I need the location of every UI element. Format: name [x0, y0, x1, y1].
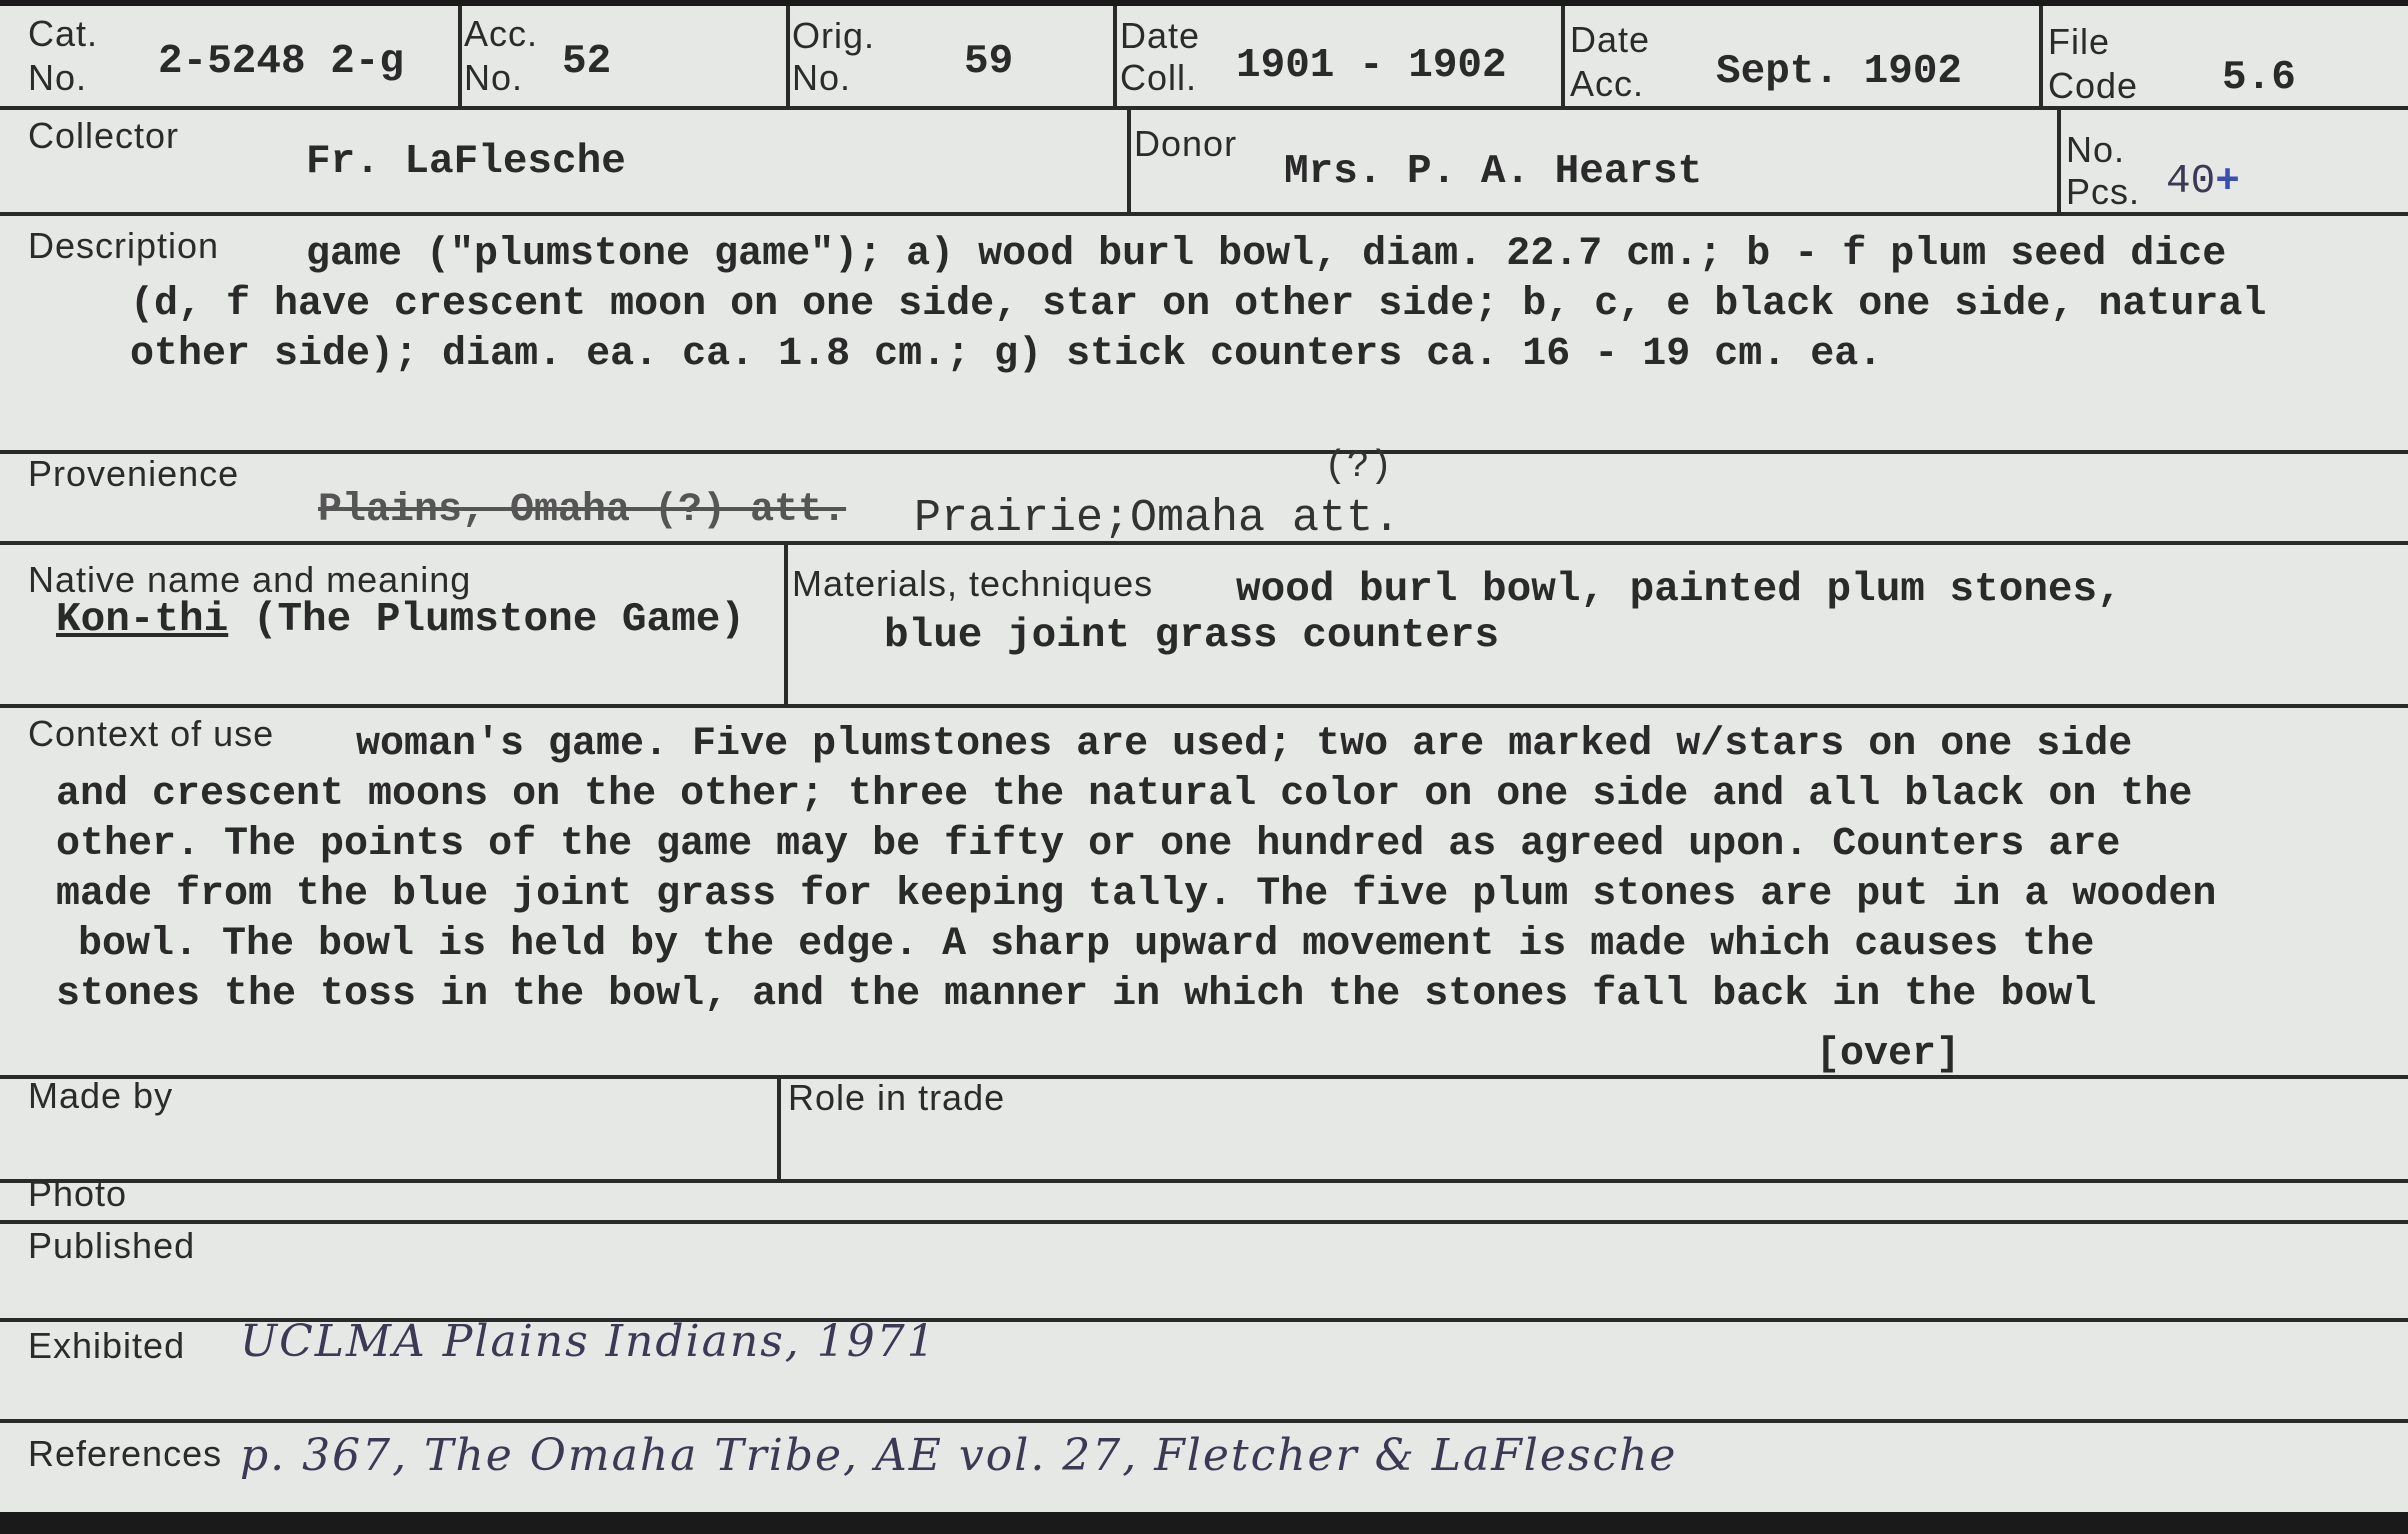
divider-photo	[0, 1220, 2408, 1224]
divider-top	[0, 0, 2408, 6]
date-coll-value: 1901 - 1902	[1236, 43, 1507, 89]
date-acc-label-1: Date	[1570, 19, 1651, 60]
file-code-label-2: Code	[2048, 65, 2139, 106]
orig-no-value: 59	[964, 39, 1014, 85]
materials-label: Materials, techniques	[792, 563, 1154, 604]
references-value: p. 367, The Omaha Tribe, AE vol. 27, Fletcher & LaFlesche	[240, 1430, 1678, 1481]
acc-no-label-1: Acc.	[464, 13, 539, 54]
acc-no-label-2: No.	[464, 57, 524, 98]
divider-v-donor	[2057, 108, 2061, 214]
made-by-label: Made by	[28, 1075, 174, 1116]
pieces-label-1: No.	[2066, 129, 2126, 170]
references-label: References	[28, 1433, 223, 1474]
date-acc-value: Sept. 1902	[1716, 49, 1963, 95]
pieces-value	[2166, 160, 2240, 205]
divider-v-native	[784, 543, 788, 706]
collector-value: Fr. LaFlesche	[306, 139, 626, 185]
divider-made-by	[0, 1179, 2408, 1183]
provenience-question-mark: (?)	[1324, 445, 1393, 488]
materials-line-2: blue joint grass counters	[884, 613, 1500, 659]
published-label: Published	[28, 1225, 196, 1266]
provenience-value: Prairie;Omaha att.	[914, 493, 1401, 544]
collector-label: Collector	[28, 115, 180, 156]
pieces-label-2: Pcs.	[2066, 171, 2141, 212]
divider-v-datecoll	[1561, 6, 1565, 108]
divider-description	[0, 450, 2408, 454]
context-line-3: other. The points of the game may be fifty or one hundred as agreed upon. Counters are	[56, 822, 2121, 867]
exhibited-label: Exhibited	[28, 1325, 186, 1366]
native-name-meaning: (The Plumstone Game)	[252, 597, 745, 643]
divider-v-orig	[1113, 6, 1117, 108]
context-line-6: stones the toss in the bowl, and the manner in which the stones fall back in the bowl	[56, 972, 2097, 1017]
divider-v-acc	[786, 6, 790, 108]
context-label: Context of use	[28, 713, 275, 754]
cat-no-value: 2-5248 2-g	[158, 39, 405, 85]
context-line-5: bowl. The bowl is held by the edge. A sharp upward movement is made which causes the	[78, 922, 2095, 967]
pieces-count: 40	[2166, 159, 2216, 205]
provenience-label: Provenience	[28, 453, 240, 494]
materials-line-1: wood burl bowl, painted plum stones,	[1236, 567, 2122, 613]
context-line-4: made from the blue joint grass for keeping tally. The five plum stones are put in a wooden	[56, 872, 2217, 917]
divider-collector	[0, 212, 2408, 216]
date-coll-label-1: Date	[1120, 15, 1201, 56]
divider-header	[0, 106, 2408, 110]
native-name-label: Native name and meaning	[28, 559, 472, 600]
exhibited-value: UCLMA Plains Indians, 1971	[240, 1316, 937, 1367]
native-name-value	[56, 598, 745, 643]
context-line-1: woman's game. Five plumstones are used; two are marked w/stars on one side	[356, 722, 2133, 767]
file-code-label-1: File	[2048, 21, 2111, 62]
divider-v-cat	[458, 6, 462, 108]
context-line-2: and crescent moons on the other; three the natural color on one side and all black on the	[56, 772, 2193, 817]
provenience-struck-text: Plains, Omaha (?) att.	[318, 488, 847, 533]
file-code-value: 5.6	[2222, 55, 2296, 101]
native-name-term: Kon-thi	[56, 597, 229, 643]
date-acc-label-2: Acc.	[1570, 63, 1645, 104]
donor-value: Mrs. P. A. Hearst	[1284, 149, 1703, 195]
divider-native-name	[0, 704, 2408, 708]
divider-v-collector	[1127, 108, 1131, 214]
cat-no-label-1: Cat.	[28, 13, 99, 54]
description-label: Description	[28, 225, 220, 266]
description-line-3: other side); diam. ea. ca. 1.8 cm.; g) stick counters ca. 16 - 19 cm. ea.	[130, 332, 1883, 377]
cat-no-label-2: No.	[28, 57, 88, 98]
photo-label: Photo	[28, 1173, 128, 1214]
context-over-note: [over]	[1816, 1032, 1961, 1077]
description-line-2: (d, f have crescent moon on one side, star on other side; b, c, e black one side, natural	[130, 282, 2267, 327]
description-line-1: game ("plumstone game"); a) wood burl bowl, diam. 22.7 cm.; b - f plum seed dice	[306, 232, 2227, 277]
pieces-added-mark: +	[2215, 159, 2240, 205]
divider-bottom	[0, 1512, 2408, 1520]
divider-v-madeby	[777, 1077, 781, 1181]
date-coll-label-2: Coll.	[1120, 57, 1198, 98]
divider-v-dateacc	[2039, 6, 2043, 108]
orig-no-label-2: No.	[792, 57, 852, 98]
acc-no-value: 52	[562, 39, 612, 85]
donor-label: Donor	[1134, 123, 1238, 164]
divider-exhibited	[0, 1419, 2408, 1423]
divider-context	[0, 1075, 2408, 1079]
role-in-trade-label: Role in trade	[788, 1077, 1006, 1118]
orig-no-label-1: Orig.	[792, 15, 876, 56]
